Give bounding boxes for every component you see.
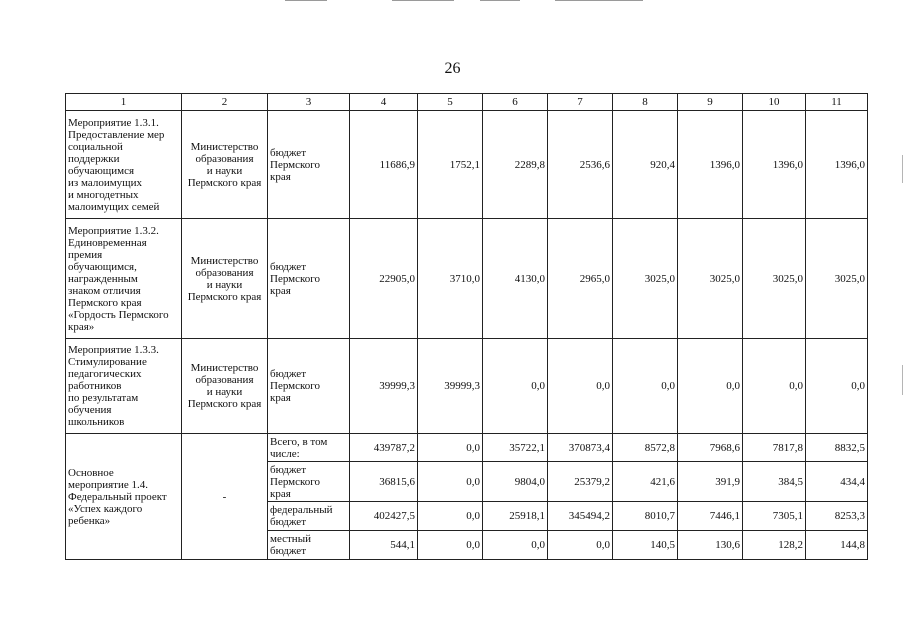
amount-cell: 128,2 bbox=[743, 531, 806, 560]
amount-cell: 3710,0 bbox=[418, 219, 483, 339]
column-header: 5 bbox=[418, 94, 483, 111]
amount-cell: 0,0 bbox=[483, 339, 548, 434]
column-header: 3 bbox=[268, 94, 350, 111]
table-row bbox=[66, 339, 868, 434]
amount-cell: 7446,1 bbox=[678, 502, 743, 531]
amount-cell: 35722,1 bbox=[483, 434, 548, 462]
amount-cell: 25379,2 bbox=[548, 462, 613, 502]
responsible-executor: Министерство образования и науки Пермского края bbox=[182, 219, 268, 339]
budget-table bbox=[65, 93, 868, 560]
amount-cell: 7968,6 bbox=[678, 434, 743, 462]
amount-cell: 370873,4 bbox=[548, 434, 613, 462]
amount-cell: 8010,7 bbox=[613, 502, 678, 531]
scan-artifact-edge bbox=[902, 155, 903, 183]
scan-artifact-edge bbox=[902, 365, 903, 395]
column-number-row bbox=[66, 94, 868, 111]
amount-cell: 421,6 bbox=[613, 462, 678, 502]
responsible-executor: Министерство образования и науки Пермского края bbox=[182, 111, 268, 219]
amount-cell: 0,0 bbox=[418, 502, 483, 531]
amount-cell: 9804,0 bbox=[483, 462, 548, 502]
amount-cell: 0,0 bbox=[743, 339, 806, 434]
column-header: 7 bbox=[548, 94, 613, 111]
amount-cell: 0,0 bbox=[613, 339, 678, 434]
amount-cell: 7817,8 bbox=[743, 434, 806, 462]
funding-source: бюджет Пермского края bbox=[268, 339, 350, 434]
amount-cell: 0,0 bbox=[548, 339, 613, 434]
amount-cell: 2965,0 bbox=[548, 219, 613, 339]
amount-cell: 0,0 bbox=[418, 462, 483, 502]
event-name: Мероприятие 1.3.2. Единовременная премия обучающимся, награжденным знаком отличия Пермского края «Гордость Пермского края» bbox=[66, 219, 182, 339]
amount-cell: 2289,8 bbox=[483, 111, 548, 219]
amount-cell: 25918,1 bbox=[483, 502, 548, 531]
amount-cell: 130,6 bbox=[678, 531, 743, 560]
amount-cell: 4130,0 bbox=[483, 219, 548, 339]
amount-cell: 0,0 bbox=[418, 531, 483, 560]
amount-cell: 3025,0 bbox=[743, 219, 806, 339]
amount-cell: 7305,1 bbox=[743, 502, 806, 531]
scan-artifact-line bbox=[480, 0, 520, 1]
amount-cell: 8832,5 bbox=[806, 434, 868, 462]
amount-cell: 8253,3 bbox=[806, 502, 868, 531]
amount-cell: 1396,0 bbox=[743, 111, 806, 219]
funding-source: бюджет Пермского края bbox=[268, 219, 350, 339]
amount-cell: 439787,2 bbox=[350, 434, 418, 462]
table-row bbox=[66, 434, 868, 462]
amount-cell: 3025,0 bbox=[678, 219, 743, 339]
scan-artifact-line bbox=[392, 0, 454, 1]
column-header: 9 bbox=[678, 94, 743, 111]
amount-cell: 1396,0 bbox=[806, 111, 868, 219]
amount-cell: 22905,0 bbox=[350, 219, 418, 339]
column-header: 6 bbox=[483, 94, 548, 111]
funding-source: федеральный бюджет bbox=[268, 502, 350, 531]
amount-cell: 8572,8 bbox=[613, 434, 678, 462]
amount-cell: 0,0 bbox=[548, 531, 613, 560]
amount-cell: 1396,0 bbox=[678, 111, 743, 219]
amount-cell: 0,0 bbox=[483, 531, 548, 560]
column-header: 1 bbox=[66, 94, 182, 111]
amount-cell: 391,9 bbox=[678, 462, 743, 502]
table-row bbox=[66, 111, 868, 219]
amount-cell: 0,0 bbox=[678, 339, 743, 434]
amount-cell: 402427,5 bbox=[350, 502, 418, 531]
amount-cell: 1752,1 bbox=[418, 111, 483, 219]
column-header: 10 bbox=[743, 94, 806, 111]
amount-cell: 384,5 bbox=[743, 462, 806, 502]
responsible-executor: - bbox=[182, 434, 268, 560]
amount-cell: 345494,2 bbox=[548, 502, 613, 531]
amount-cell: 544,1 bbox=[350, 531, 418, 560]
funding-source: бюджет Пермского края bbox=[268, 462, 350, 502]
amount-cell: 0,0 bbox=[418, 434, 483, 462]
funding-source: местный бюджет bbox=[268, 531, 350, 560]
page-number: 26 bbox=[444, 60, 461, 77]
funding-source: Всего, в том числе: bbox=[268, 434, 350, 462]
event-name: Мероприятие 1.3.1. Предоставление мер социальной поддержки обучающимся из малоимущих и многодетных малоимущих семей bbox=[66, 111, 182, 219]
amount-cell: 36815,6 bbox=[350, 462, 418, 502]
responsible-executor: Министерство образования и науки Пермского края bbox=[182, 339, 268, 434]
amount-cell: 39999,3 bbox=[350, 339, 418, 434]
amount-cell: 2536,6 bbox=[548, 111, 613, 219]
event-name: Мероприятие 1.3.3. Стимулирование педагогических работников по результатам обучения школьников bbox=[66, 339, 182, 434]
amount-cell: 39999,3 bbox=[418, 339, 483, 434]
amount-cell: 434,4 bbox=[806, 462, 868, 502]
column-header: 8 bbox=[613, 94, 678, 111]
amount-cell: 140,5 bbox=[613, 531, 678, 560]
amount-cell: 11686,9 bbox=[350, 111, 418, 219]
amount-cell: 144,8 bbox=[806, 531, 868, 560]
amount-cell: 3025,0 bbox=[806, 219, 868, 339]
main-event-name: Основное мероприятие 1.4. Федеральный проект «Успех каждого ребенка» bbox=[66, 434, 182, 560]
amount-cell: 0,0 bbox=[806, 339, 868, 434]
funding-source: бюджет Пермского края bbox=[268, 111, 350, 219]
column-header: 2 bbox=[182, 94, 268, 111]
amount-cell: 3025,0 bbox=[613, 219, 678, 339]
amount-cell: 920,4 bbox=[613, 111, 678, 219]
column-header: 4 bbox=[350, 94, 418, 111]
column-header: 11 bbox=[806, 94, 868, 111]
table-row bbox=[66, 219, 868, 339]
scan-artifact-line bbox=[285, 0, 327, 1]
scan-artifact-line bbox=[555, 0, 643, 1]
